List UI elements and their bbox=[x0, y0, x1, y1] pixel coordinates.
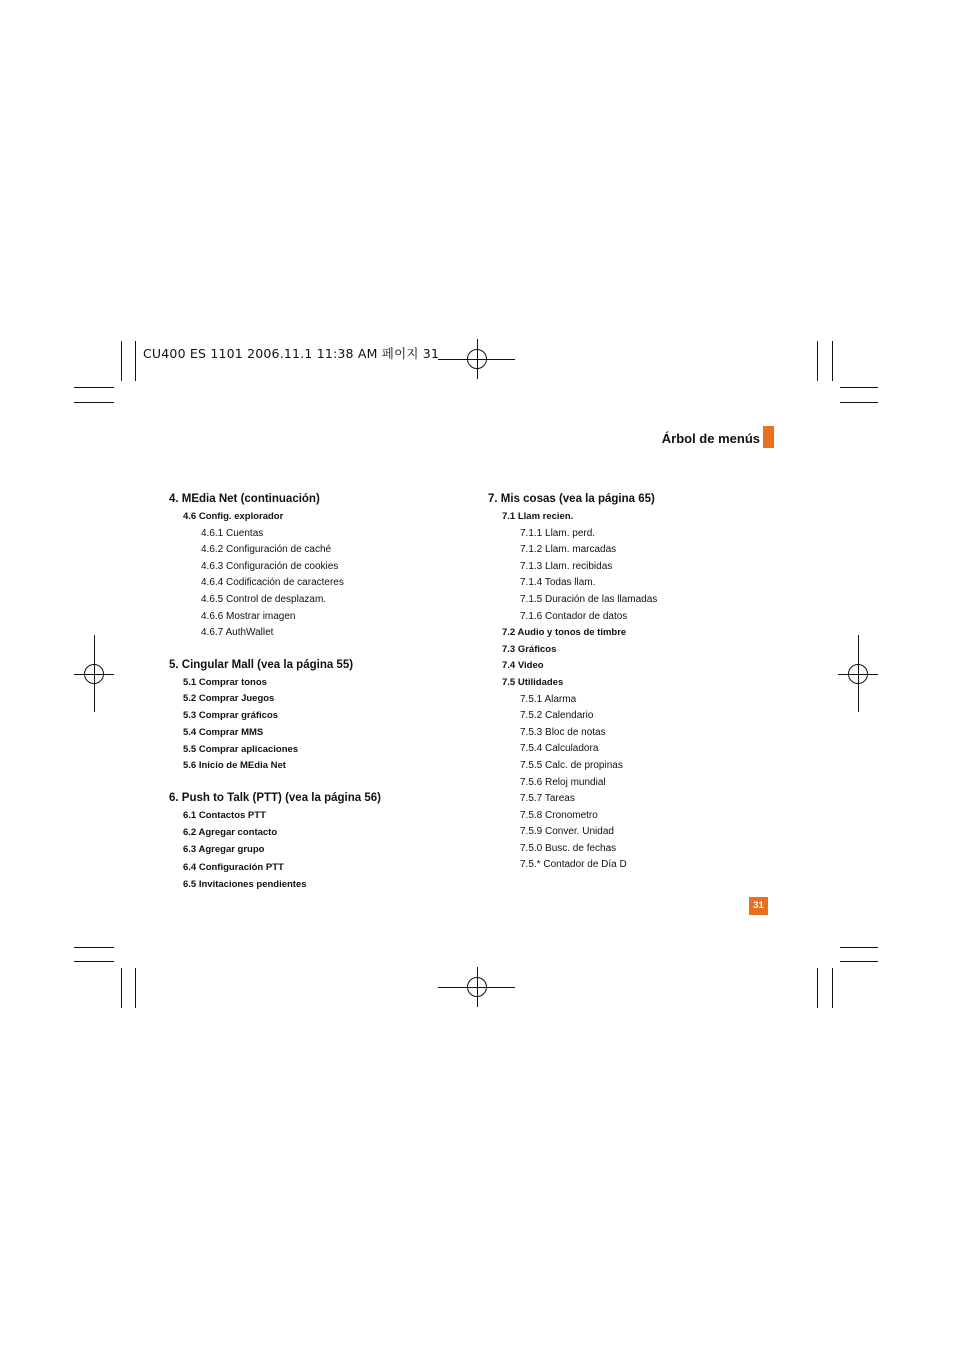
submenu-subitem: 7.5.6 Reloj mundial bbox=[520, 776, 606, 788]
submenu-subitem: 7.5.* Contador de Día D bbox=[520, 859, 627, 871]
right-menu-column bbox=[488, 491, 657, 874]
submenu-item: 6.3 Agregar grupo bbox=[183, 844, 265, 856]
submenu-subitem: 7.5.8 Cronometro bbox=[520, 809, 598, 821]
submenu-subitem: 7.5.5 Calc. de propinas bbox=[520, 759, 623, 771]
submenu-subitem: 4.6.6 Mostrar imagen bbox=[201, 610, 296, 622]
menu-section bbox=[488, 491, 657, 874]
header-tab-marker bbox=[763, 426, 774, 448]
submenu-subitem: 7.5.7 Tareas bbox=[520, 793, 575, 805]
page-title: Árbol de menús bbox=[661, 431, 760, 446]
submenu-subitem: 4.6.3 Configuración de cookies bbox=[201, 560, 339, 572]
menu-section bbox=[169, 790, 381, 894]
section-title: 6. Push to Talk (PTT) (vea la página 56) bbox=[169, 791, 381, 804]
submenu-subitem: 7.5.1 Alarma bbox=[520, 693, 577, 705]
submenu-item: 7.4 Video bbox=[502, 660, 544, 672]
submenu-item: 5.3 Comprar gráficos bbox=[183, 710, 279, 722]
submenu-item: 4.6 Config. explorador bbox=[183, 511, 284, 522]
submenu-subitem: 7.5.9 Conver. Unidad bbox=[520, 826, 614, 838]
submenu-subitem: 7.1.2 Llam. marcadas bbox=[520, 544, 617, 556]
submenu-item: 7.2 Audio y tonos de timbre bbox=[502, 627, 627, 639]
submenu-subitem: 4.6.5 Control de desplazam. bbox=[201, 593, 327, 605]
submenu-subitem: 7.5.0 Busc. de fechas bbox=[520, 842, 617, 854]
submenu-subitem: 7.5.3 Bloc de notas bbox=[520, 726, 606, 738]
submenu-subitem: 4.6.1 Cuentas bbox=[201, 527, 264, 539]
submenu-item: 6.4 Configuración PTT bbox=[183, 861, 284, 873]
section-title: 7. Mis cosas (vea la página 65) bbox=[488, 493, 655, 505]
submenu-subitem: 7.1.6 Contador de datos bbox=[520, 610, 628, 622]
submenu-subitem: 4.6.4 Codificación de caracteres bbox=[201, 577, 344, 589]
submenu-subitem: 4.6.2 Configuración de caché bbox=[201, 544, 332, 556]
menu-section bbox=[169, 491, 381, 642]
section-title: 5. Cingular Mall (vea la página 55) bbox=[169, 658, 354, 671]
submenu-item: 5.4 Comprar MMS bbox=[183, 726, 264, 738]
submenu-item: 5.5 Comprar aplicaciones bbox=[183, 743, 299, 755]
left-menu-column bbox=[169, 491, 381, 894]
submenu-item: 5.6 Inicio de MEdia Net bbox=[183, 760, 286, 772]
menu-section bbox=[169, 657, 381, 775]
submenu-subitem: 7.5.4 Calculadora bbox=[520, 743, 599, 755]
submenu-item: 6.2 Agregar contacto bbox=[183, 827, 278, 839]
submenu-subitem: 7.1.3 Llam. recibidas bbox=[520, 560, 613, 572]
submenu-item: 5.1 Comprar tonos bbox=[183, 676, 267, 688]
submenu-item: 6.5 Invitaciones pendientes bbox=[183, 879, 307, 891]
page-number-badge: 31 bbox=[749, 897, 768, 915]
submenu-item: 7.1 Llam recien. bbox=[502, 511, 574, 522]
submenu-subitem: 7.1.4 Todas llam. bbox=[520, 577, 596, 589]
submenu-item: 7.5 Utilidades bbox=[502, 676, 564, 688]
submenu-item: 7.3 Gráficos bbox=[502, 643, 557, 655]
submenu-subitem: 7.1.1 Llam. perd. bbox=[520, 527, 596, 539]
submenu-subitem: 4.6.7 AuthWallet bbox=[201, 627, 274, 639]
submenu-subitem: 7.5.2 Calendario bbox=[520, 710, 594, 722]
print-slug: CU400 ES 1101 2006.11.1 11:38 AM 페이지 31 bbox=[143, 346, 440, 361]
submenu-item: 6.1 Contactos PTT bbox=[183, 809, 266, 821]
submenu-item: 5.2 Comprar Juegos bbox=[183, 693, 275, 705]
section-title: 4. MEdia Net (continuación) bbox=[169, 493, 320, 505]
submenu-subitem: 7.1.5 Duración de las llamadas bbox=[520, 593, 658, 605]
